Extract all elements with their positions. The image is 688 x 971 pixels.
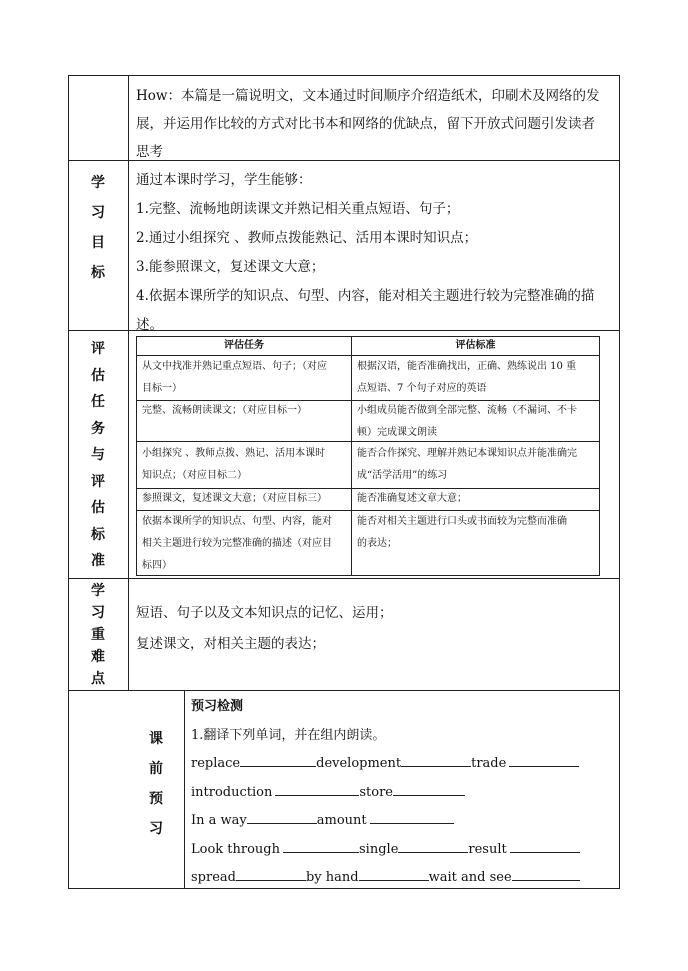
task-line: 小组探究 、教师点拨、熟记、活用本课时 [142,448,326,459]
row-divider-4 [68,690,620,691]
assessment-standard-3 [357,443,597,487]
label-char: 务 [91,420,105,437]
preview-label-divider [184,690,185,888]
answer-blank[interactable] [370,809,454,824]
answer-blank[interactable] [509,752,579,767]
vocab-word: introduction [191,784,273,800]
vocab-word: result [468,841,507,857]
inner-table-right [599,336,600,576]
task-line: 完整、流畅朗读课文；（对应目标一） [142,405,307,416]
label-char: 任 [91,394,105,410]
vocab-word: trade [471,756,507,771]
label-char: 习 [149,821,163,837]
vocab-line [191,750,616,779]
objective-item: 述。 [136,317,163,333]
objective-item: 3.能参照课文，复述课文大意； [136,259,325,275]
task-line: 相关主题进行较为完整准确的描述（对应目 [142,538,332,549]
answer-blank[interactable] [510,838,580,853]
assessment-task-1 [142,356,348,400]
objective-item: 2.通过小组探究 、教师点拨能熟记、活用本课时知识点； [136,230,478,246]
label-char: 学 [91,175,105,191]
preview-label [128,724,184,844]
key-points-content [136,598,616,660]
assessment-standard-4: 能否准确复述文章大意； [357,493,467,504]
inner-table-middle [351,336,352,576]
label-char: 估 [91,367,105,384]
how-line-2: 展，并运用作比较的方式对比书本和网络的优缺点，留下开放式问题引发读者 [136,116,595,132]
assessment-label [68,336,128,575]
label-char: 评 [91,341,105,357]
answer-blank[interactable] [236,866,306,881]
label-char: 目 [91,235,105,251]
row-divider-3 [68,578,620,579]
label-char: 课 [149,731,163,747]
answer-blank[interactable] [247,809,317,824]
preview-title: 预习检测 [191,699,244,714]
task-line: 从文中找准并熟记重点短语、句子；（对应 [142,361,327,372]
table-border-top [68,75,620,76]
table-border-right [619,75,620,889]
key-points-label [68,580,128,690]
standard-line: 成“活学活用”的练习 [357,470,448,481]
assessment-standard-2 [357,400,597,444]
vocab-word: replace [191,756,241,771]
standard-line: 的表达； [357,538,397,549]
assessment-standard-1 [357,356,597,400]
vocab-word: wait and see [428,870,512,885]
standard-line: 点短语、7 个句子对应的英语 [357,383,487,394]
label-column-divider [128,75,129,690]
assessment-header-standard: 评估标准 [455,340,496,351]
task-line: 标四） [142,560,172,571]
label-char: 标 [91,526,105,543]
label-char: 学 [91,583,105,599]
answer-blank[interactable] [275,781,359,796]
answer-blank[interactable] [512,866,580,881]
how-description [136,82,616,166]
assessment-task-3 [142,443,348,487]
standard-line: 小组成员能否做到全部完整、流畅（不漏词、不卡 [357,405,577,416]
standard-line: 根据汉语，能否准确找出，正确、熟练说出 10 重 [357,361,577,372]
assessment-task-5 [142,511,348,577]
objectives-intro: 通过本课时学习，学生能够： [136,172,312,188]
standard-line: 顿）完成课文朗读 [357,427,437,438]
objective-item: 4.依据本课所学的知识点、句型、内容，能对相关主题进行较为完整准确的描 [136,288,595,304]
key-point-line: 复述课文，对相关主题的表达； [136,636,325,652]
standard-line: 能否对相关主题进行口头或书面较为完整而准确 [357,516,567,527]
label-char: 前 [149,761,163,777]
vocab-line [191,779,616,808]
vocab-word: amount [316,813,367,828]
label-char: 习 [91,205,105,221]
answer-blank[interactable] [283,838,359,853]
label-char: 难 [91,649,105,665]
assessment-header-task: 评估任务 [224,340,264,351]
vocab-word: development [316,756,402,771]
vocab-line [191,864,616,893]
vocab-line [191,836,616,865]
vocab-word: store [359,784,393,800]
label-char: 评 [91,473,105,490]
answer-blank[interactable] [398,838,468,853]
label-char: 标 [91,265,105,281]
answer-blank[interactable] [359,866,429,881]
how-line-3: 思考 [136,144,163,160]
how-line-1: How：本篇是一篇说明文，文本通过时间顺序介绍造纸术，印刷术及网络的发 [136,88,600,104]
assessment-task-4: 参照课文，复述课文大意；（对应目标三） [142,493,327,504]
label-char: 与 [91,447,105,463]
label-char: 准 [91,553,105,569]
vocab-word: In a way [191,813,247,828]
task-line: 知识点；（对应目标二） [142,470,247,481]
objectives-label [68,168,128,288]
label-char: 习 [91,605,105,621]
preview-instruction: 1.翻译下列单词，并在组内朗读。 [191,727,386,743]
label-char: 重 [91,627,105,643]
vocab-word: single [359,841,399,857]
task-line: 目标一） [142,383,182,394]
objective-item: 1.完整、流畅地朗读课文并熟记相关重点短语、句子； [136,201,460,217]
label-char: 估 [91,500,105,516]
vocab-word: Look through [191,841,281,857]
label-char: 点 [91,671,105,687]
vocab-line [191,807,616,836]
answer-blank[interactable] [401,752,471,767]
objectives-content [136,166,616,340]
task-line: 依据本课所学的知识点、句型、内容，能对 [142,516,332,527]
key-point-line: 短语、句子以及文本知识点的记忆、运用； [136,605,393,621]
label-char: 预 [149,791,163,807]
answer-blank[interactable] [393,781,465,796]
preview-content [191,693,616,893]
vocab-word: by hand [305,870,359,885]
answer-blank[interactable] [240,752,316,767]
inner-table-left [136,336,137,576]
vocab-word: spread [191,870,236,885]
standard-line: 能否合作探究、理解并熟记本课知识点并能准确完 [357,448,577,459]
assessment-standard-5 [357,511,597,555]
assessment-task-2 [142,400,348,422]
